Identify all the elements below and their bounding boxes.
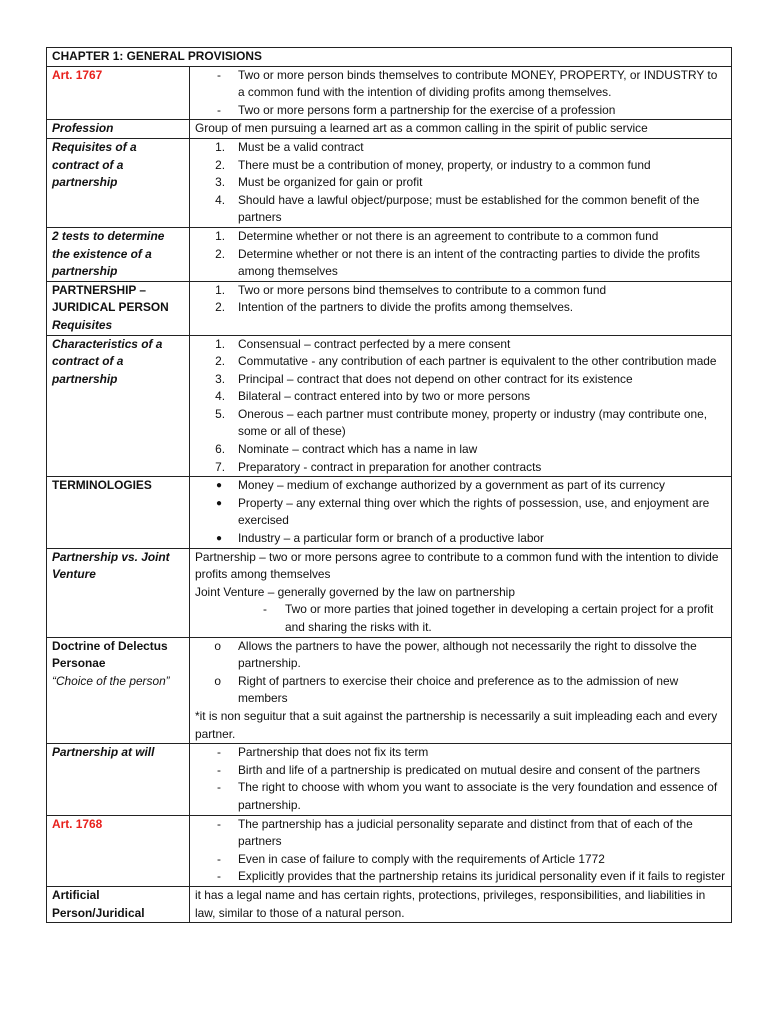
row-content — [190, 66, 732, 120]
list-item: 5. Onerous – each partner must contribute money, property or industry (may contribute one, some or all of these) — [215, 406, 708, 439]
row-label: Requisites of a contract of a partnership — [47, 138, 190, 227]
bullet-list — [195, 477, 727, 547]
list-item: 2. Determine whether or not there is an intent of the contracting parties to divide the profits among themselves — [215, 246, 701, 279]
list-item: - Two or more parties that joined together in developing a certain project for a profit and sharing the risks with it. — [195, 601, 727, 636]
dash-list — [195, 601, 727, 636]
list-item: - The right to choose with whom you want to associate is the very foundation and essence of partnership. — [195, 779, 727, 814]
table-row — [47, 335, 732, 477]
dash-marker: - — [217, 762, 221, 777]
row-content — [190, 637, 732, 744]
circle-marker: o — [214, 638, 221, 653]
list-item: 1. Two or more persons bind themselves to contribute to a common fund — [215, 282, 607, 297]
numbered-list — [195, 336, 727, 477]
paragraph: Partnership – two or more persons agree to contribute to a common fund with the intention to divide profits among themselves — [195, 549, 719, 582]
list-item: ● Money – medium of exchange authorized by a government as part of its currency — [195, 477, 727, 495]
numbered-list — [195, 228, 727, 281]
row-content — [190, 477, 732, 548]
row-label: Profession — [47, 120, 190, 139]
list-item: 3. Must be organized for gain or profit — [215, 175, 423, 190]
table-row — [47, 120, 732, 139]
row-label: Characteristics of a contract of a partnership — [47, 335, 190, 477]
table-row — [47, 744, 732, 815]
list-item: 4. Bilateral – contract entered into by two or more persons — [215, 389, 531, 404]
row-label: PARTNERSHIP – JURIDICAL PERSON Requisites — [47, 281, 190, 335]
bullet-icon: ● — [215, 480, 222, 492]
list-item: - Partnership that does not fix its term — [195, 744, 727, 762]
bullet-icon: ● — [215, 533, 222, 545]
row-label: 2 tests to determine the existence of a partnership — [47, 227, 190, 281]
table-row — [47, 477, 732, 548]
chapter-header-row — [47, 48, 732, 67]
document-page — [46, 47, 731, 923]
table-row — [47, 138, 732, 227]
list-item: o Allows the partners to have the power, although not necessarily the right to dissolve the partnership. — [195, 638, 727, 673]
list-item: ● Property – any external thing over which the rights of possession, use, and enjoyment are exercised — [195, 495, 727, 530]
list-item: - The partnership has a judicial personality separate and distinct from that of each of the partners — [195, 816, 727, 851]
table-row — [47, 637, 732, 744]
footnote: *it is non seguitur that a suit against the partnership is necessarily a suit impleading each and every partner. — [195, 708, 718, 741]
dash-marker: - — [263, 602, 267, 617]
row-label: Artificial Person/Juridical — [47, 886, 190, 922]
dash-marker: - — [217, 780, 221, 795]
list-item: 1. Consensual – contract perfected by a mere consent — [215, 336, 511, 351]
list-item: - Birth and life of a partnership is predicated on mutual desire and consent of the partners — [195, 762, 727, 780]
dash-marker: - — [217, 816, 221, 831]
row-label: TERMINOLOGIES — [47, 477, 190, 548]
row-content — [190, 227, 732, 281]
paragraph: Joint Venture – generally governed by the law on partnership — [195, 584, 515, 599]
numbered-list — [195, 139, 727, 227]
row-content — [190, 548, 732, 637]
row-label: Partnership vs. Joint Venture — [47, 548, 190, 637]
list-item: 6. Nominate – contract which has a name in law — [215, 442, 478, 457]
list-item: o Right of partners to exercise their choice and preference as to the admission of new members — [195, 673, 727, 708]
table-row — [47, 815, 732, 886]
table-row — [47, 281, 732, 335]
list-item: - Two or more persons form a partnership for the exercise of a profession — [195, 102, 727, 120]
dash-marker: - — [217, 851, 221, 866]
dash-marker: - — [217, 745, 221, 760]
numbered-list — [195, 282, 727, 317]
bullet-icon: ● — [215, 497, 222, 509]
dash-marker: - — [217, 102, 221, 117]
circle-list — [195, 638, 727, 708]
list-item: 3. Principal – contract that does not depend on other contract for its existence — [215, 371, 633, 386]
circle-marker: o — [214, 673, 221, 688]
row-content — [190, 335, 732, 477]
list-item: 7. Preparatory - contract in preparation for another contracts — [215, 459, 542, 474]
dash-marker: - — [217, 869, 221, 884]
table-row — [47, 227, 732, 281]
list-item: - Even in case of failure to comply with the requirements of Article 1772 — [195, 851, 727, 869]
list-item: 4. Should have a lawful object/purpose; must be established for the common benefit of the partners — [215, 192, 700, 225]
row-content: Group of men pursuing a learned art as a common calling in the spirit of public service — [190, 120, 732, 139]
row-content — [190, 815, 732, 886]
list-item: ● Industry – a particular form or branch of a productive labor — [195, 530, 727, 548]
row-content — [190, 744, 732, 815]
dash-list — [195, 67, 727, 120]
list-item: 1. Must be a valid contract — [215, 139, 364, 154]
row-label: Partnership at will — [47, 744, 190, 815]
row-content: it has a legal name and has certain rights, protections, privileges, responsibilities, and liabilities in law, similar to those of a natural person. — [190, 886, 732, 922]
table-row — [47, 548, 732, 637]
row-content — [190, 138, 732, 227]
row-content — [190, 281, 732, 335]
list-item: 2. Commutative - any contribution of each partner is equivalent to the other contribution made — [215, 354, 717, 369]
dash-list — [195, 816, 727, 886]
chapter-title: CHAPTER 1: GENERAL PROVISIONS — [47, 48, 732, 67]
list-item: - Explicitly provides that the partnership retains its juridical personality even if it fails to register — [195, 868, 727, 886]
dash-list — [195, 744, 727, 814]
list-item: 2. There must be a contribution of money, property, or industry to a common fund — [215, 157, 651, 172]
row-label: Art. 1767 — [47, 66, 190, 120]
row-label: Art. 1768 — [47, 815, 190, 886]
row-label: Doctrine of Delectus Personae “Choice of the person” — [47, 637, 190, 744]
dash-marker: - — [217, 67, 221, 82]
provisions-table — [46, 47, 732, 923]
table-row — [47, 66, 732, 120]
list-item: - Two or more person binds themselves to contribute MONEY, PROPERTY, or INDUSTRY to a common fund with the intention of dividing profits among themselves. — [195, 67, 727, 102]
table-row — [47, 886, 732, 922]
list-item: 1. Determine whether or not there is an agreement to contribute to a common fund — [215, 228, 659, 243]
list-item: 2. Intention of the partners to divide the profits among themselves. — [215, 300, 574, 315]
